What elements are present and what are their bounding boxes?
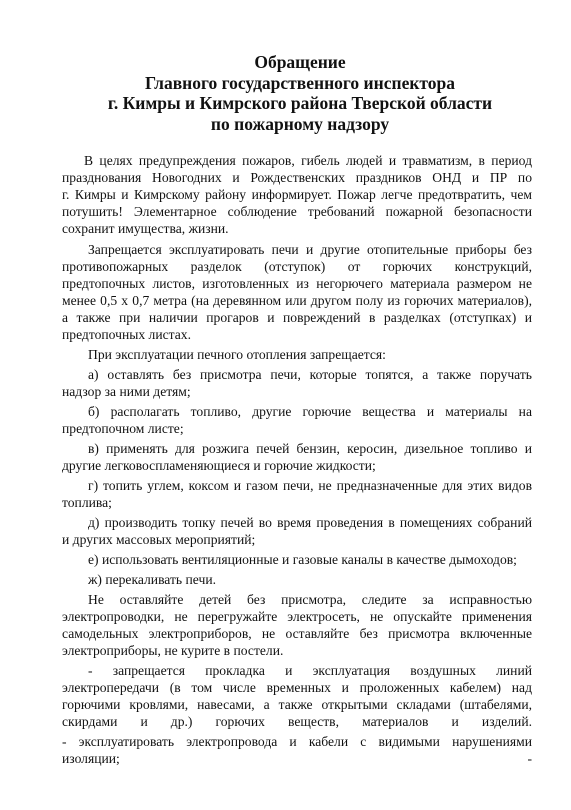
text-line: электропередачи (в том числе временных и проложенных кабелем) над	[62, 680, 532, 695]
text-line: потушить! Элементарное соблюдение требований пожарной безопасности	[62, 204, 532, 219]
title-line: г. Кимры и Кимрского района Тверской области	[107, 93, 493, 113]
text-line-with-mark	[62, 750, 532, 767]
list-item-g	[62, 477, 532, 511]
text-line: а также при наличии прогаров и повреждений в разделках (отступках) и	[62, 310, 532, 325]
text-line: другие легковоспламеняющиеся и горючие жидкости;	[62, 458, 376, 473]
document-title	[60, 52, 540, 134]
text-line: предтопочных листах.	[62, 327, 191, 342]
paragraph-stoves-prohibition	[62, 241, 532, 343]
text-line: празднования Новогодних и Рождественских праздников ОНД и ПР по	[62, 170, 532, 185]
text-line: г. Кимры и Кимрскому району информирует. Пожар легче предотвратить, чем	[62, 187, 532, 202]
text-line: Запрещается эксплуатировать печи и другие отопительные приборы без	[88, 242, 532, 257]
text-line: При эксплуатации печного отопления запрещается:	[88, 347, 386, 362]
list-item-zh	[62, 571, 532, 588]
text-line: самодельных электроприборов, не оставляйте без присмотра включенные	[62, 626, 532, 641]
text-line: в) применять для розжига печей бензин, керосин, дизельное топливо и	[88, 441, 532, 456]
text-line: скирдами и др.) горючих веществ, материалов и изделий.	[62, 714, 532, 729]
text-line: г) топить углем, коксом и газом печи, не предназначенные для этих видов	[88, 478, 532, 493]
text-line: противопожарных разделок (отступок) от горючих конструкций,	[62, 259, 532, 274]
text-line: изоляции;	[62, 751, 120, 766]
list-item-d	[62, 514, 532, 548]
text-line: предтопочном листе;	[62, 421, 184, 436]
paragraph-heating-rules-intro	[62, 346, 532, 363]
list-item-e	[62, 551, 532, 568]
text-line: а) оставлять без присмотра печи, которые топятся, а также поручать	[88, 367, 532, 382]
text-line: электропроводки, не перегружайте электросеть, не опускайте применения	[62, 609, 532, 624]
text-line: горючими кровлями, навесами, а также открытыми складами (штабелями,	[62, 697, 532, 712]
title-line: по пожарному надзору	[210, 113, 390, 134]
text-line: ж) перекаливать печи.	[88, 572, 217, 587]
list-item-v	[62, 440, 532, 474]
title-line: Обращение	[254, 52, 346, 72]
text-line: и других массовых мероприятий;	[62, 532, 256, 547]
paragraph-wiring-insulation	[62, 733, 532, 767]
text-line: надзор за ними детям;	[62, 384, 191, 399]
text-line: б) располагать топливо, другие горючие вещества и материалы на	[88, 404, 532, 419]
text-line: предтопочных листов, изготовленных из негорючего материала размером не	[62, 276, 532, 291]
paragraph-electrical-safety	[62, 591, 532, 659]
text-line: В целях предупреждения пожаров, гибель людей и травматизм, в период	[84, 153, 532, 168]
text-line: Не оставляйте детей без присмотра, следите за исправностью	[88, 592, 532, 607]
paragraph-power-lines	[62, 662, 532, 730]
text-line: е) использовать вентиляционные и газовые каналы в качестве дымоходов;	[88, 552, 517, 567]
text-line: топлива;	[62, 495, 112, 510]
title-line: Главного государственного инспектора	[144, 72, 456, 93]
trailing-mark: -	[527, 751, 532, 766]
text-line: сохранит имущества, жизни.	[62, 221, 229, 236]
text-line: - запрещается прокладка и эксплуатация воздушных линий	[88, 663, 532, 678]
text-line: - эксплуатировать электропровода и кабели с видимыми нарушениями	[62, 734, 532, 749]
document-body	[62, 152, 532, 767]
text-line: д) производить топку печей во время проведения в помещениях собраний	[88, 515, 532, 530]
text-line: менее 0,5 х 0,7 метра (на деревянном или другом полу из горючих материалов),	[62, 293, 532, 308]
paragraph-intro	[62, 152, 532, 237]
text-line: электроприборы, не курите в постели.	[62, 643, 284, 658]
list-item-b	[62, 403, 532, 437]
list-item-a	[62, 366, 532, 400]
